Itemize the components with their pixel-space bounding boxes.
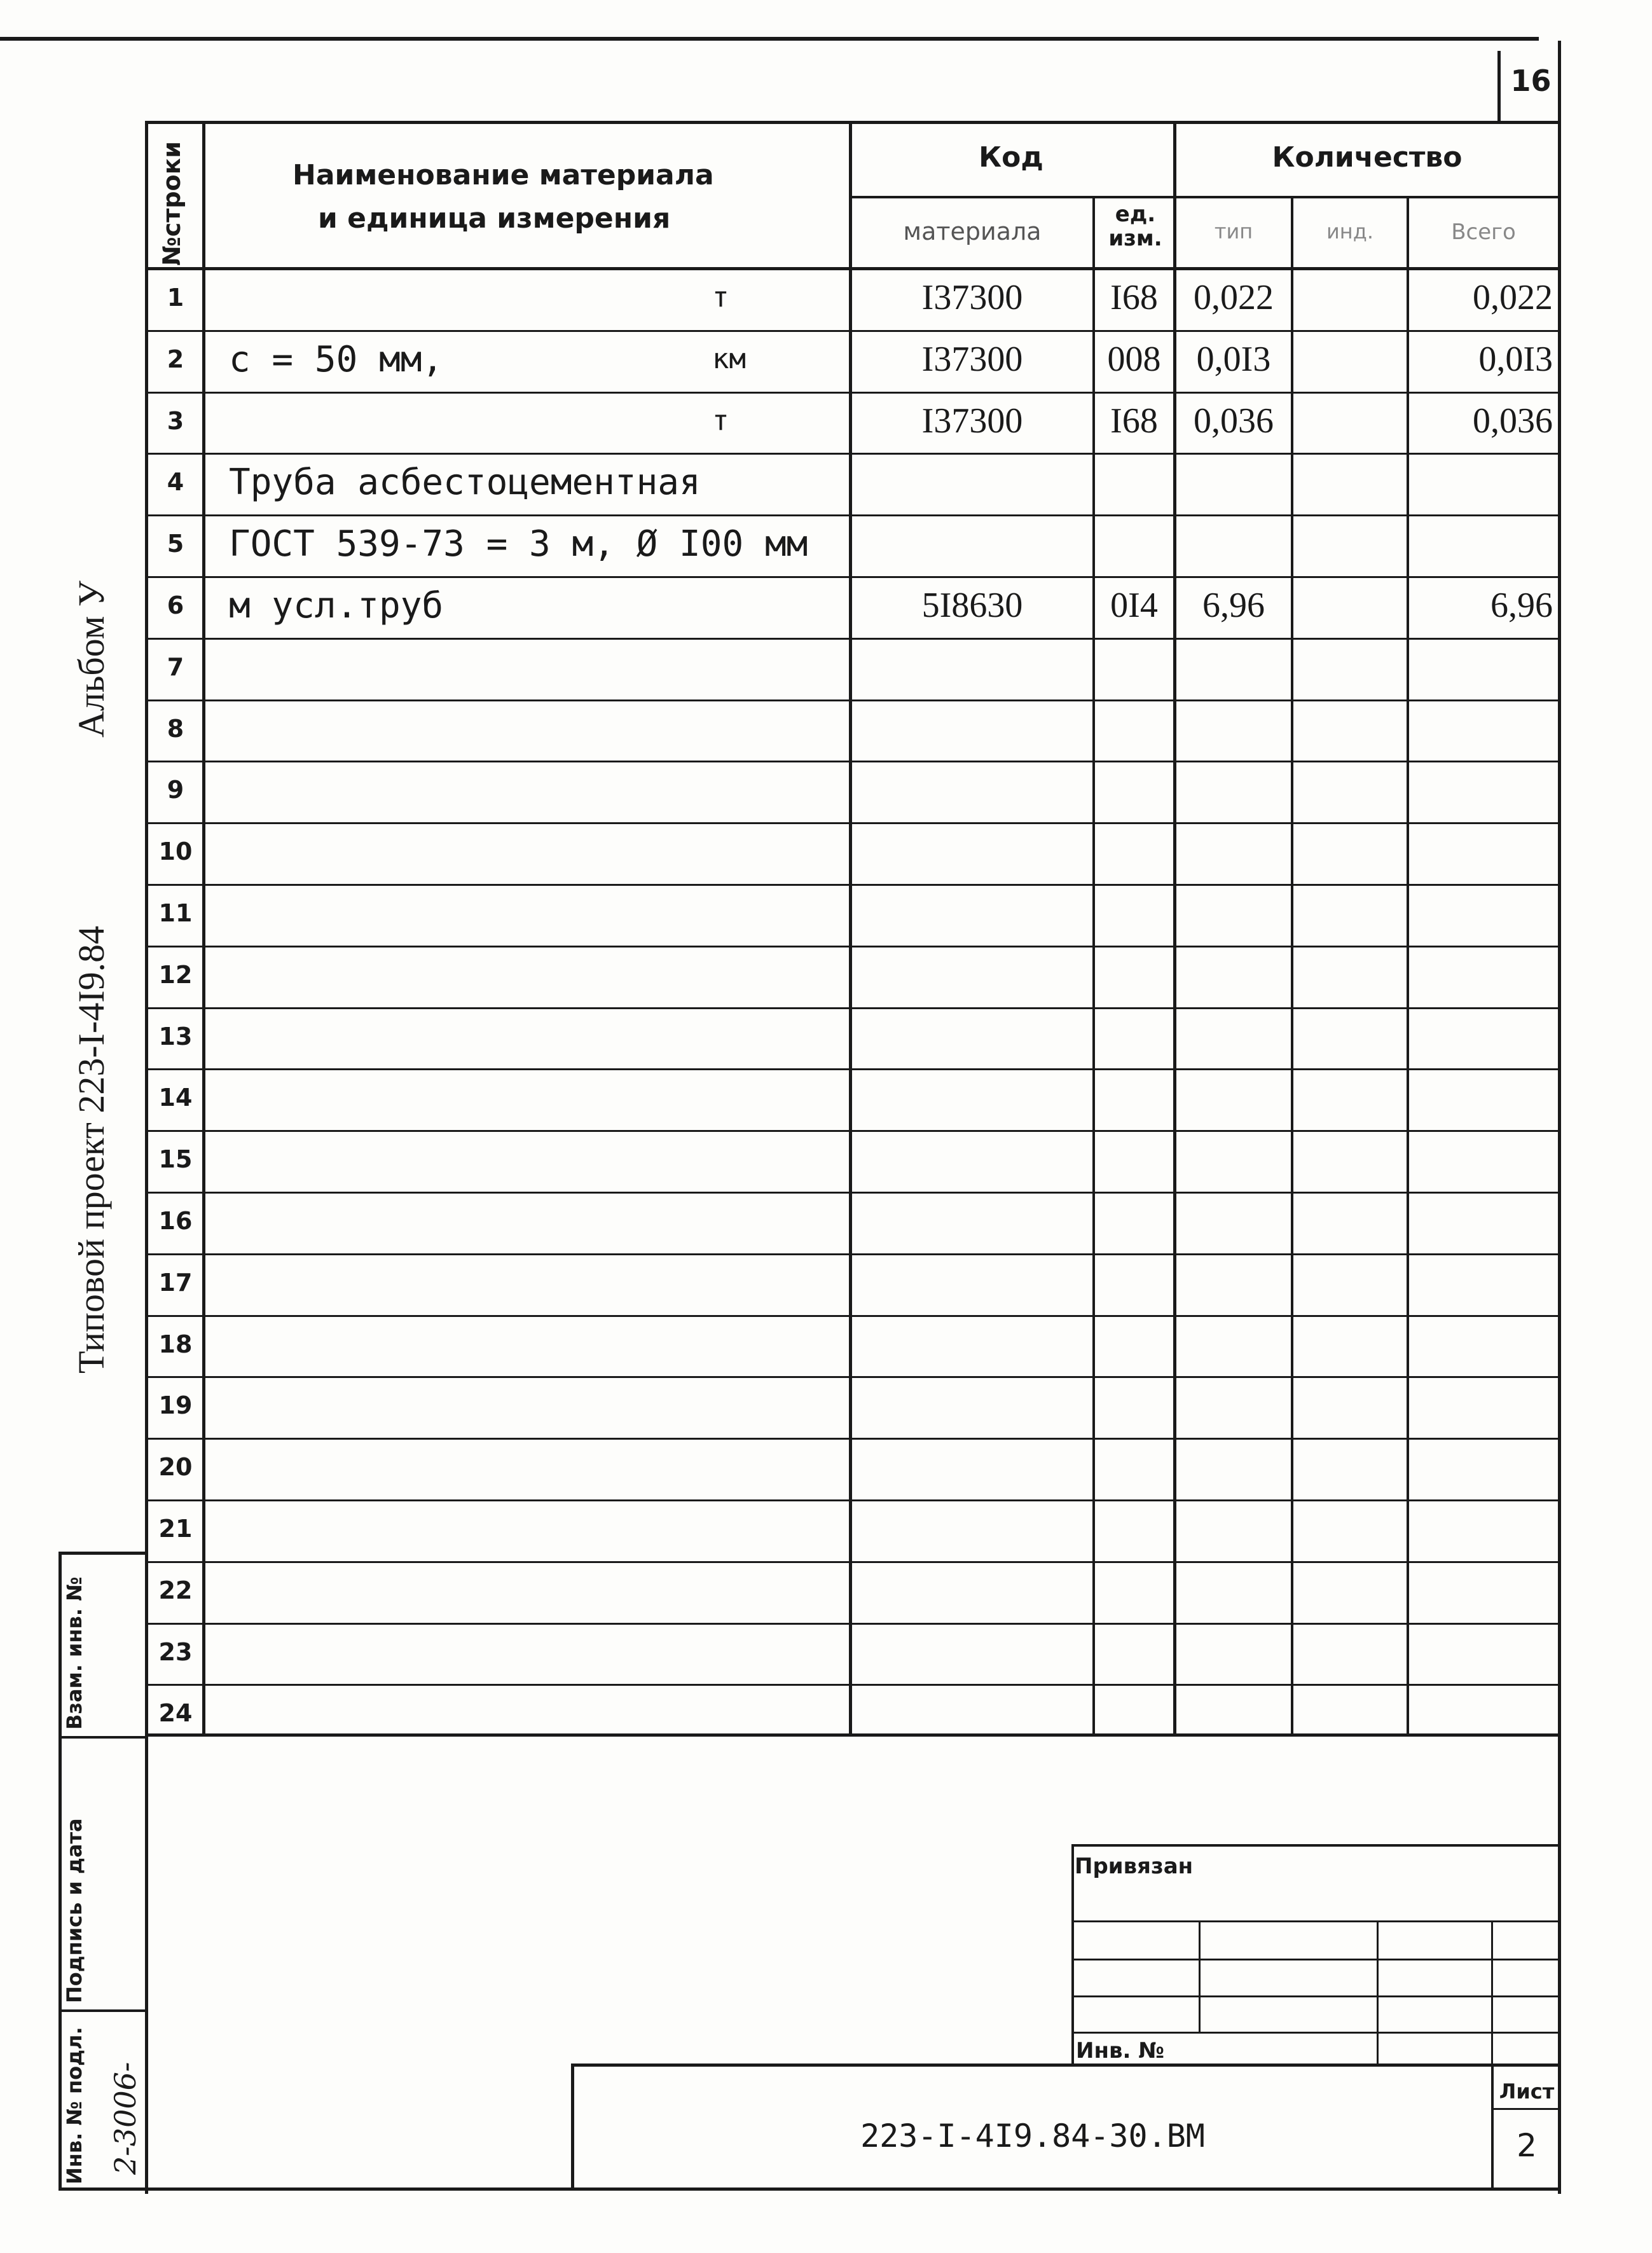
row-number: 24: [158, 1699, 193, 1727]
row-unit: т: [712, 281, 729, 313]
header-name-line2: и единица измерения: [318, 202, 671, 235]
row-qty-tip: 0,022: [1194, 278, 1274, 317]
title-doc-code: 223-I-4I9.84-30.ВМ: [860, 2118, 1205, 2154]
row-number: 23: [158, 1638, 193, 1666]
header-qty-total: Всего: [1451, 219, 1516, 245]
corner-sheet-number: 16: [1510, 64, 1552, 98]
row-number: 14: [158, 1084, 193, 1112]
row-unit-code: 008: [1107, 340, 1161, 379]
binding-inv-no: Инв. №: [1076, 2038, 1165, 2064]
row-material-code: I37300: [921, 401, 1023, 441]
row-name: ГОСТ 539-73 = 3 м, Ø I00 мм: [229, 523, 808, 565]
row-unit-code: 0I4: [1110, 586, 1158, 625]
row-number: 4: [167, 468, 184, 496]
row-unit: км: [712, 343, 746, 375]
row-number: 7: [167, 653, 184, 681]
row-number: 16: [158, 1207, 193, 1235]
binding-privyazan: Привязан: [1075, 1854, 1194, 1879]
header-code: Код: [979, 141, 1043, 174]
row-number: 5: [167, 530, 184, 558]
row-number: 12: [158, 961, 193, 989]
side-album-title: Альбом У: [71, 581, 112, 738]
header-quantity: Количество: [1272, 141, 1463, 174]
row-number: 13: [158, 1023, 193, 1051]
top-edge-line: [0, 37, 1539, 41]
row-number: 18: [158, 1330, 193, 1358]
row-unit: т: [712, 404, 729, 437]
header-qty-ind: инд.: [1326, 219, 1373, 244]
row-qty-total: 6,96: [1490, 586, 1553, 625]
row-qty-tip: 0,036: [1194, 401, 1274, 441]
row-material-code: 5I8630: [921, 586, 1023, 625]
stamp-inv-podl-value: 2-3006-: [108, 2062, 142, 2175]
row-number: 1: [167, 284, 184, 312]
row-name: м усл.труб: [229, 585, 444, 626]
row-qty-tip: 0,0I3: [1196, 340, 1271, 379]
row-number: 19: [158, 1391, 193, 1419]
row-number: 21: [158, 1515, 193, 1543]
row-number: 11: [158, 899, 193, 927]
row-qty-total: 0,0I3: [1478, 340, 1553, 379]
row-material-code: I37300: [921, 340, 1023, 379]
header-qty-tip: тип: [1214, 219, 1253, 244]
title-sheet-number: 2: [1517, 2127, 1537, 2164]
row-number: 17: [158, 1269, 193, 1297]
row-number: 15: [158, 1145, 193, 1173]
header-row-number: №строки: [158, 141, 186, 266]
title-sheet-label: Лист: [1499, 2079, 1555, 2104]
row-unit-code: I68: [1110, 401, 1158, 441]
row-qty-total: 0,022: [1473, 278, 1553, 317]
stamp-podpis-data: Подпись и дата: [62, 1818, 86, 2003]
side-project-title: Типовой проект 223-I-4I9.84: [71, 925, 112, 1374]
row-unit-code: I68: [1110, 278, 1158, 317]
row-number: 8: [167, 715, 184, 743]
row-number: 9: [167, 776, 184, 804]
row-material-code: I37300: [921, 278, 1023, 317]
row-qty-total: 0,036: [1473, 401, 1553, 441]
header-code-unit: ед. изм.: [1108, 202, 1162, 251]
header-name-line1: Наименование материала: [293, 159, 714, 191]
row-number: 10: [158, 837, 193, 865]
stamp-vzam-inv: Взам. инв. №: [62, 1576, 86, 1730]
row-number: 20: [158, 1453, 193, 1481]
row-number: 3: [167, 407, 184, 435]
row-name: с = 50 мм,: [229, 339, 444, 380]
row-number: 6: [167, 591, 184, 619]
row-number: 2: [167, 345, 184, 373]
stamp-inv-podl: Инв. № подл.: [62, 2027, 86, 2184]
row-number: 22: [158, 1576, 193, 1604]
row-qty-tip: 6,96: [1202, 586, 1265, 625]
row-name: Труба асбестоцементная: [229, 462, 701, 503]
header-code-material: материала: [903, 217, 1042, 245]
